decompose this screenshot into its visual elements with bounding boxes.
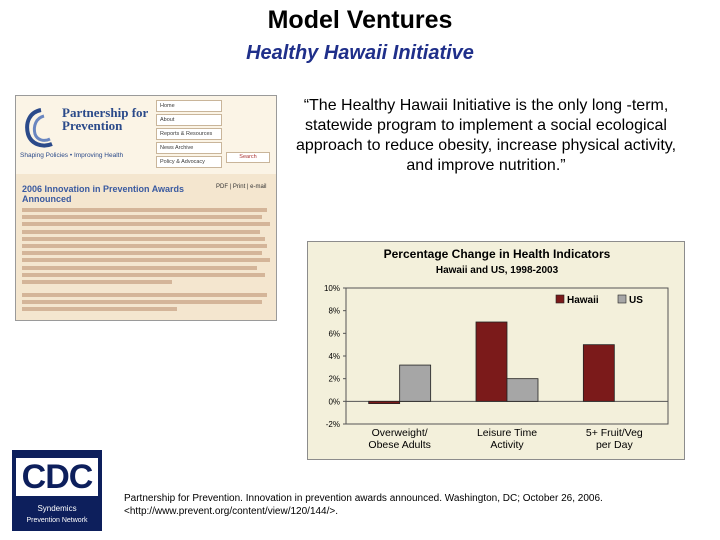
legend-swatch <box>556 295 564 303</box>
y-tick-label: 8% <box>328 306 340 316</box>
legend-label: Hawaii <box>567 295 599 306</box>
x-category-label: Activity <box>490 439 524 451</box>
y-tick-label: 6% <box>328 329 340 339</box>
page-subtitle: Healthy Hawaii Initiative <box>246 42 474 64</box>
x-category-label: Overweight/ <box>371 427 428 439</box>
bar-hawaii <box>583 345 614 402</box>
website-nav-item[interactable]: About <box>156 114 222 126</box>
x-category-label: Obese Adults <box>368 439 431 451</box>
legend-swatch <box>618 295 626 303</box>
website-nav-item[interactable]: Home <box>156 100 222 112</box>
website-header <box>16 96 277 174</box>
cdc-logo-letters: CDC <box>16 458 98 496</box>
logo-line-2: Prevention Network <box>26 517 88 524</box>
chart-title: Percentage Change in Health Indicators <box>383 247 611 261</box>
website-nav-item[interactable]: Reports & Resources <box>156 128 222 140</box>
website-nav-item[interactable]: Policy & Advocacy <box>156 156 222 168</box>
website-search-button[interactable]: Search <box>226 152 270 163</box>
website-logo-text: Partnership for Prevention <box>62 105 149 133</box>
y-tick-label: 4% <box>328 352 340 361</box>
y-tick-label: -2% <box>325 420 340 429</box>
chart <box>307 241 685 460</box>
website-article-body <box>22 208 272 315</box>
chart-subtitle: Hawaii and US, 1998-2003 <box>435 265 559 276</box>
citation-text: Partnership for Prevention. Innovation in prevention awards announced. Washington, DC; October 26, 2006. <http://www.prevent.org/content/view/120/144/>. <box>124 493 603 517</box>
bar-us <box>400 365 431 401</box>
bar-hawaii <box>369 401 400 403</box>
x-category-label: 5+ Fruit/Veg <box>585 427 643 439</box>
website-nav <box>156 100 222 170</box>
logo-line-1: Syndemics <box>37 504 77 513</box>
website-article-heading: 2006 Innovation in Prevention Awards Announced <box>22 184 185 204</box>
website-article-links[interactable]: PDF | Print | e-mail <box>216 184 267 190</box>
y-tick-label: 0% <box>328 397 340 407</box>
website-tagline: Shaping Policies • Improving Health <box>20 152 124 159</box>
y-tick-label: 2% <box>328 374 340 384</box>
quote-text: “The Healthy Hawaii Initiative is the only long -term, statewide program to implement a social ecological approach to reduce obesity, increase physical activity, and improve nutrition.” <box>295 97 677 174</box>
chart-plot <box>308 242 686 461</box>
bar-hawaii <box>476 322 507 401</box>
website-screenshot <box>15 95 277 321</box>
legend-label: US <box>629 295 643 306</box>
x-category-label: Leisure Time <box>476 427 538 439</box>
page-title: Model Ventures <box>267 6 453 34</box>
y-tick-label: 10% <box>323 284 340 293</box>
x-category-label: per Day <box>595 439 633 451</box>
website-nav-item[interactable]: News Archive <box>156 142 222 154</box>
bar-us <box>507 379 538 402</box>
cdc-syndemics-logo <box>12 450 102 531</box>
partnership-logo-icon <box>22 106 60 150</box>
